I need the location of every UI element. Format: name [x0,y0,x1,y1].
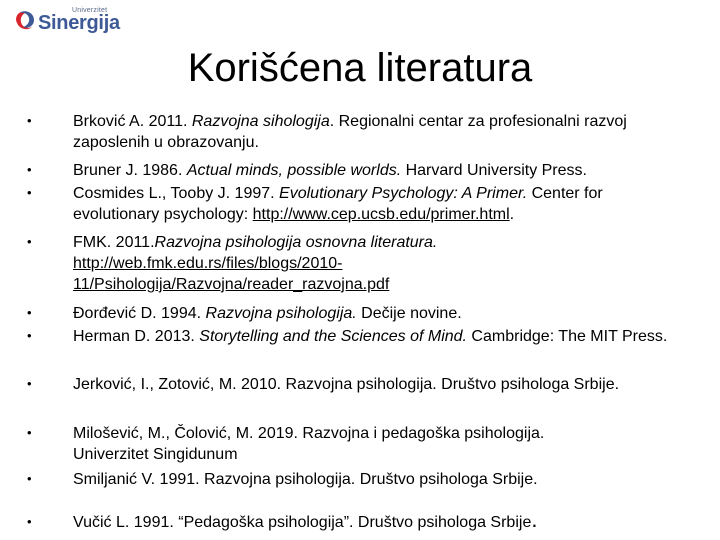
bullet: • [27,425,32,440]
reference-text: Jerković, I., Zotović, M. 2010. Razvojna psihologija. Društvo psihologa Srbije. [73,376,620,393]
reference-text: FMK. 2011.Razvojna psihologija osnovna literatura. http://web.fmk.edu.rs/files/blogs/2010-11/Psihologija/Razvojna/reader_razvojna.pdf [73,234,438,293]
reference-text: Vučić L. 1991. “Pedagoška psihologija”. Društvo psihologa Srbije. [73,507,538,532]
bullet: • [27,328,32,343]
reference-text: Smiljanić V. 1991. Razvojna psihologija. Društvo psihologa Srbije. [73,471,538,488]
bullet: • [27,376,32,391]
logo-subtitle: Univerzitet [72,7,108,14]
reference-text: Milošević, M., Čolović, M. 2019. Razvojna i pedagoška psihologija. Univerzitet Singidunum [73,425,545,463]
bullet: • [27,185,32,200]
bullet: • [27,162,32,177]
slide-title: Korišćena literatura [187,46,533,90]
bullet: • [27,514,32,529]
reference-text: Đorđević D. 1994. Razvojna psihologija. Dečije novine. [73,305,462,322]
university-logo [12,4,122,38]
bullet: • [27,234,32,249]
reference-link[interactable]: http://web.fmk.edu.rs/files/blogs/2010-11/Psihologija/Razvojna/reader_razvojna.pdf [73,255,390,293]
bullet: • [27,113,32,128]
reference-text: Cosmides L., Tooby J. 1997. Evolutionary Psychology: A Primer. Center for evolutionary psychology: http://www.cep.ucsb.edu/primer.html. [73,185,603,223]
reference-text: Herman D. 2013. Storytelling and the Sciences of Mind. Cambridge: The MIT Press. [73,328,668,345]
sinergija-logo-icon [12,8,38,32]
reference-text: Bruner J. 1986. Actual minds, possible worlds. Harvard University Press. [73,162,587,179]
logo-wordmark: Sinergija [38,12,120,34]
bullet: • [27,305,32,320]
reference-text: Brković A. 2011. Razvojna sihologija. Regionalni centar za profesionalni razvoj zaposlenih u obrazovanju. [73,113,627,151]
bullet: • [27,471,32,486]
reference-link[interactable]: http://www.cep.ucsb.edu/primer.html [252,206,510,223]
